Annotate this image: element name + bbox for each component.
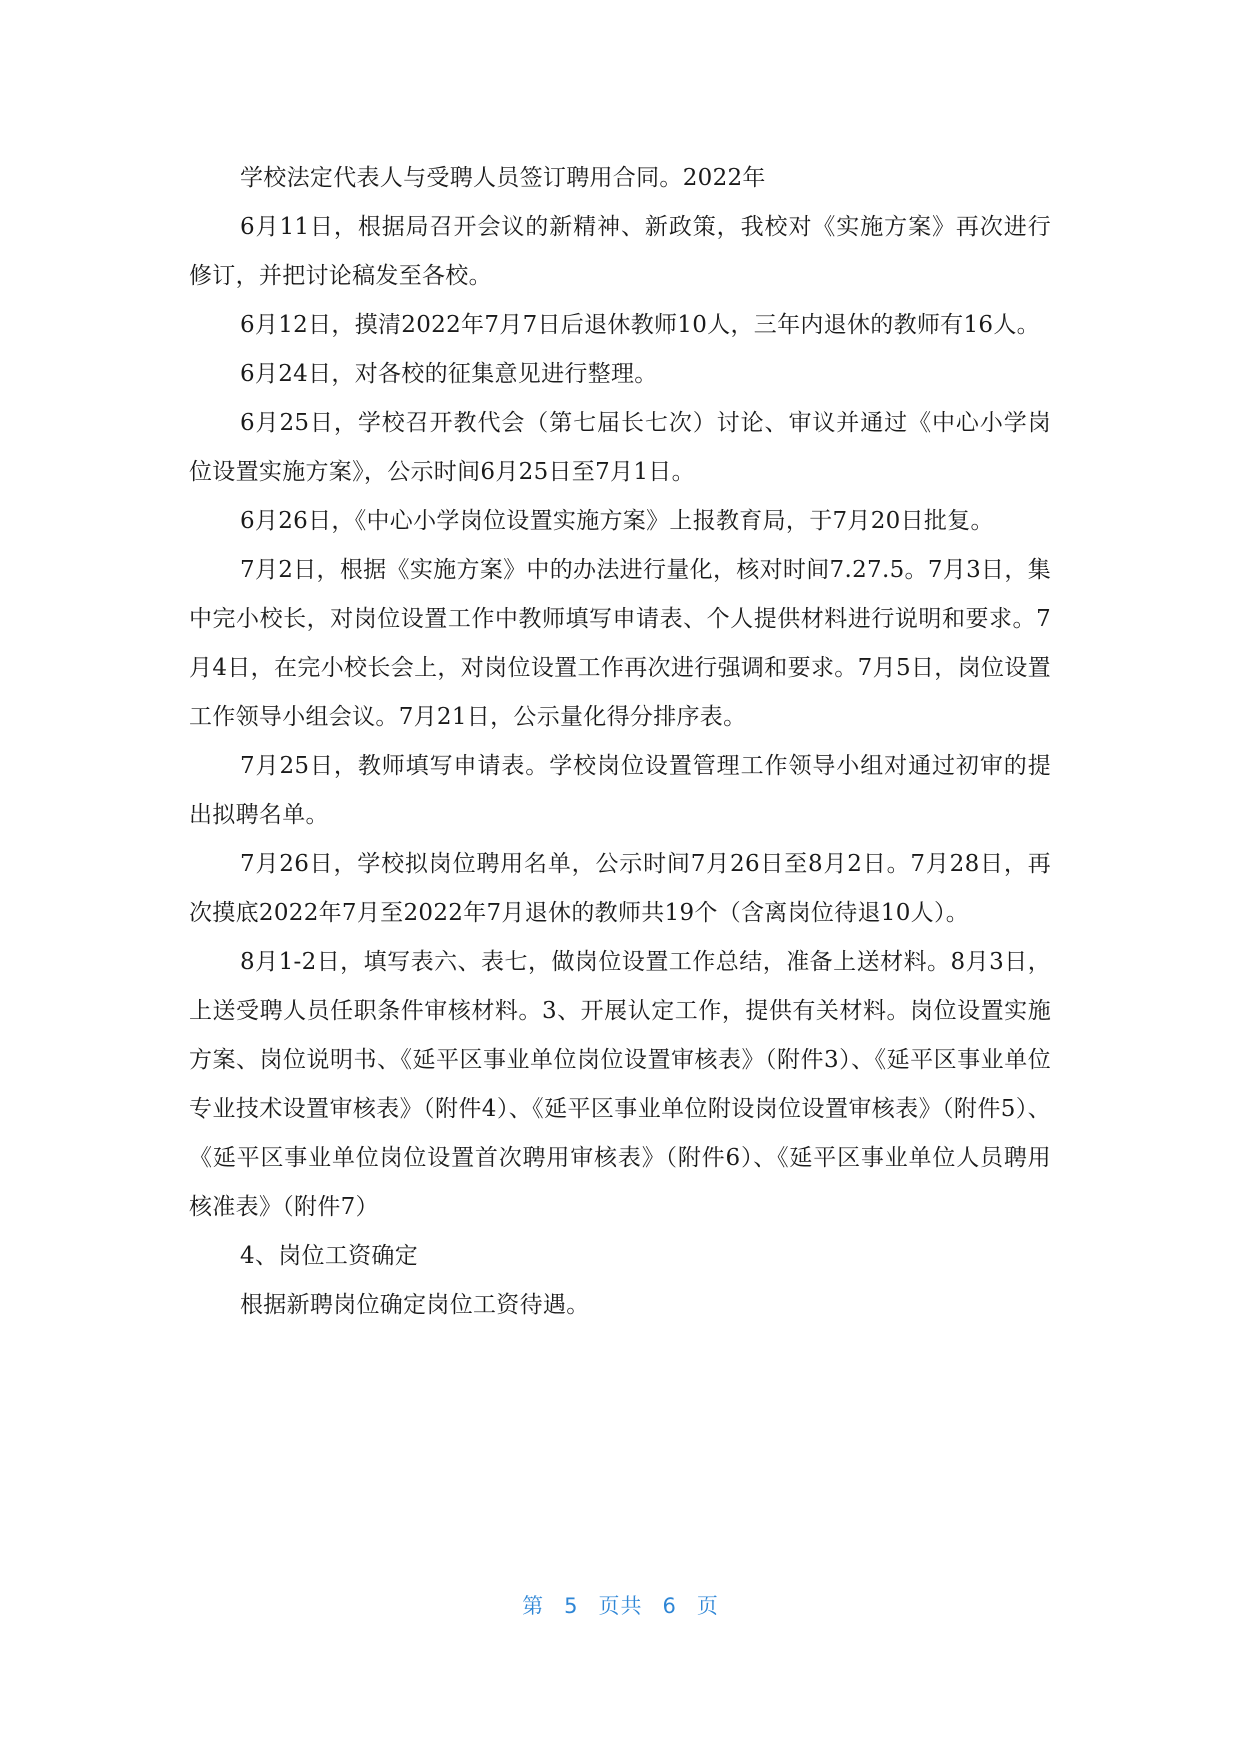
page-prefix: 第 [522,1594,545,1618]
paragraph: 学校法定代表人与受聘人员签订聘用合同。2022年 [240,165,766,191]
total-pages-number: 6 [662,1594,677,1618]
page-number-footer [0,1590,1241,1620]
paragraph: 4、岗位工资确定 [240,1243,419,1269]
paragraph: 6月12日，摸清2022年7月7日后退休教师10人，三年内退休的教师有16人。 [240,312,1040,338]
paragraph: 7月2日，根据《实施方案》中的办法进行量化，核对时间7.27.5。7月3日，集中完小校长，对岗位设置工作中教师填写申请表、个人提供材料进行说明和要求。7月4日，在完小校长会上，对岗位设置工作再次进行强调和要求。7月5日，岗位设置工作领导小组会议。7月21日，公示量化得分排序表。 [189,557,1051,730]
paragraph: 7月25日，教师填写申请表。学校岗位设置管理工作领导小组对通过初审的提出拟聘名单。 [189,753,1051,828]
page-middle: 页共 [598,1594,643,1618]
paragraph: 6月26日，《中心小学岗位设置实施方案》上报教育局，于7月20日批复。 [240,508,994,534]
page-suffix: 页 [696,1594,719,1618]
paragraph: 6月25日，学校召开教代会（第七届长七次）讨论、审议并通过《中心小学岗位设置实施方案》，公示时间6月25日至7月1日。 [189,410,1051,485]
paragraph: 6月11日，根据局召开会议的新精神、新政策，我校对《实施方案》再次进行修订，并把讨论稿发至各校。 [189,214,1051,289]
paragraph: 6月24日，对各校的征集意见进行整理。 [240,361,658,387]
paragraph: 根据新聘岗位确定岗位工资待遇。 [240,1292,590,1318]
paragraph: 8月1-2日，填写表六、表七，做岗位设置工作总结，准备上送材料。8月3日，上送受聘人员任职条件审核材料。3、开展认定工作，提供有关材料。岗位设置实施方案、岗位说明书、《延平区事业单位岗位设置审核表》（附件3）、《延平区事业单位专业技术设置审核表》（附件4）、《延平区事业单位附设岗位设置审核表》（附件5）、《延平区事业单位岗位设置首次聘用审核表》（附件6）、《延平区事业单位人员聘用核准表》（附件7） [189,949,1051,1220]
document-body [189,154,1051,1330]
paragraph: 7月26日，学校拟岗位聘用名单，公示时间7月26日至8月2日。7月28日，再次摸底2022年7月至2022年7月退休的教师共19个（含离岗位待退10人）。 [189,851,1051,926]
current-page-number: 5 [564,1594,579,1618]
